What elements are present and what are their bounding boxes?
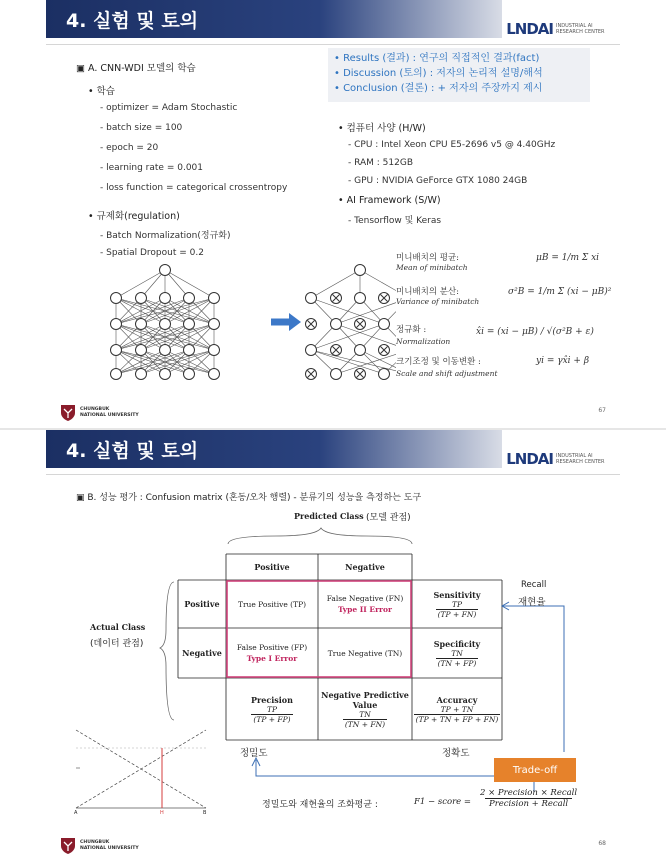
section-heading: ▣ A. CNN-WDI 모델의 학습 <box>76 63 196 74</box>
recall-connector <box>502 606 564 752</box>
hw-item: - RAM : 512GB <box>348 158 413 168</box>
f1-num: 2 × Precision × Recall <box>480 788 578 798</box>
cell-precision <box>226 678 318 740</box>
recall-label: Recall <box>521 580 547 590</box>
formula-norm-math: x̂i = (xi − μB) / √(σ²B + ε) <box>476 327 594 337</box>
actual-class-label: Actual Class <box>90 622 146 632</box>
title-rule <box>46 44 620 45</box>
sw-heading: • AI Framework (S/W) <box>338 195 441 206</box>
type2-error: Type II Error <box>338 605 392 614</box>
learning-heading: • 학습 <box>88 86 115 97</box>
formula-var-ko: 미니배치의 분산: <box>396 287 460 297</box>
predicted-brace <box>228 528 412 544</box>
regulation-item: - Spatial Dropout = 0.2 <box>100 248 204 258</box>
col-positive: Positive <box>254 562 290 572</box>
learning-item: - learning rate = 0.001 <box>100 163 203 173</box>
lab-logo-sub2: RESEARCH CENTER <box>556 29 605 35</box>
f1-fraction <box>480 788 577 809</box>
f1-label: 정밀도와 재현율의 조화평균 : <box>262 800 378 810</box>
formula-mean-en: Mean of minibatch <box>396 263 468 272</box>
neuron-node <box>160 345 171 356</box>
neuron-node <box>331 369 342 380</box>
predicted-class-label: Predicted Class <box>294 511 364 521</box>
cell-accuracy <box>412 678 502 740</box>
neuron-node <box>184 293 195 304</box>
neuron-node <box>184 319 195 330</box>
graph-label-b: B <box>203 810 207 816</box>
hw-heading: • 컴퓨터 사양 (H/W) <box>338 123 426 134</box>
row-positive: Positive <box>184 599 220 609</box>
neuron-node <box>209 319 220 330</box>
precision-num: TP <box>266 704 278 714</box>
slide-title: 4. 실험 및 토의 <box>66 10 199 32</box>
neuron-node <box>111 293 122 304</box>
dropout-diagram <box>96 262 396 384</box>
neuron-node <box>111 345 122 356</box>
sensitivity-label: Sensitivity <box>433 589 481 600</box>
neuron-node <box>136 345 147 356</box>
regulation-item: - Batch Normalization(정규화) <box>100 231 231 241</box>
university-shield-icon <box>60 404 76 422</box>
neuron-node <box>355 345 366 356</box>
row-negative: Negative <box>182 648 222 658</box>
neuron-node <box>306 293 317 304</box>
university-name-1: CHUNGBUK <box>80 840 110 845</box>
callout-results: • Results (결과) : 연구의 직접적인 결과(fact) <box>334 53 540 64</box>
specificity-den: (TN + FP) <box>437 658 477 668</box>
npv-num: TN <box>359 709 371 719</box>
specificity-num: TN <box>451 648 463 658</box>
lab-logo-sub1: INDUSTRIAL AI <box>556 23 593 29</box>
accuracy-num: TP + TN <box>440 704 474 714</box>
neuron-node <box>160 293 171 304</box>
university-name-2: NATIONAL UNIVERSITY <box>80 846 139 851</box>
neuron-node <box>136 319 147 330</box>
university-name-1: CHUNGBUK <box>80 407 110 412</box>
slide-68 <box>46 430 620 861</box>
sensitivity-den: (TP + FN) <box>437 609 477 619</box>
accuracy-label: Accuracy <box>436 694 478 705</box>
neuron-node <box>209 369 220 380</box>
learning-item: - batch size = 100 <box>100 123 183 133</box>
lab-logo-sub2: RESEARCH CENTER <box>556 459 605 465</box>
sw-item: - Tensorflow 및 Keras <box>348 216 442 226</box>
precision-ko: 정밀도 <box>240 748 268 759</box>
f1-den: Precision + Recall <box>485 798 572 809</box>
actual-brace <box>160 582 174 720</box>
learning-item: - optimizer = Adam Stochastic <box>100 103 238 113</box>
graph-label-h: H <box>160 810 164 816</box>
cell-npv <box>318 678 412 740</box>
tradeoff-graph <box>76 730 206 808</box>
cell-fn <box>318 580 412 628</box>
type1-error: Type I Error <box>246 654 298 663</box>
title-bar <box>46 0 502 38</box>
npv-label-2: Value <box>352 699 378 710</box>
neuron-node <box>355 265 366 276</box>
lab-logo <box>506 20 608 38</box>
section-heading: ▣ B. 성능 평가 : Confusion matrix (혼동/오차 행렬) - 분류기의 성능을 측정하는 도구 <box>76 493 422 503</box>
lab-logo-mark: LNDAI <box>506 450 553 468</box>
tradeoff-badge: Trade-off <box>494 758 576 782</box>
recall-ko: 재현율 <box>518 597 546 608</box>
formula-var-math: σ²B = 1/m Σ (xi − μB)² <box>508 287 612 297</box>
lab-logo-mark: LNDAI <box>506 20 553 38</box>
hw-item: - CPU : Intel Xeon CPU E5-2696 v5 @ 4.40GHz <box>348 140 556 150</box>
university-shield-icon <box>60 837 76 855</box>
formula-scale-en: Scale and shift adjustment <box>396 369 498 378</box>
footer <box>60 837 139 855</box>
neuron-node <box>355 293 366 304</box>
formula-norm-ko: 정규화 : <box>396 325 427 335</box>
learning-item: - loss function = categorical crossentropy <box>100 183 288 193</box>
actual-class-ko: (데이터 관점) <box>90 639 144 649</box>
arrow-head-icon <box>289 313 301 331</box>
cell-tn: True Negative (TN) <box>327 648 403 658</box>
graph-label-a: A <box>74 810 78 816</box>
sensitivity-num: TP <box>451 599 463 609</box>
callout-conclusion: • Conclusion (결론) : + 저자의 주장까지 제시 <box>334 83 543 94</box>
regulation-heading: • 규제화(regulation) <box>88 211 180 222</box>
university-name-2: NATIONAL UNIVERSITY <box>80 413 139 418</box>
neuron-node <box>136 293 147 304</box>
neuron-node <box>306 345 317 356</box>
npv-label-1: Negative Predictive <box>321 689 409 700</box>
formula-norm-en: Normalization <box>396 337 451 346</box>
neuron-node <box>379 319 390 330</box>
neuron-node <box>160 265 171 276</box>
accuracy-den: (TP + TN + FP + FN) <box>415 714 499 724</box>
neuron-node <box>331 319 342 330</box>
accuracy-ko: 정확도 <box>442 748 470 759</box>
learning-item: - epoch = 20 <box>100 143 159 153</box>
neuron-node <box>184 345 195 356</box>
page-number: 68 <box>598 840 606 847</box>
page-number: 67 <box>598 407 606 414</box>
specificity-label: Specificity <box>433 638 481 649</box>
neuron-node <box>184 369 195 380</box>
formula-scale-math: yi = γx̂i + β <box>536 356 590 366</box>
neuron-node <box>111 369 122 380</box>
footer <box>60 404 139 422</box>
hw-item: - GPU : NVIDIA GeForce GTX 1080 24GB <box>348 176 528 186</box>
neuron-node <box>160 369 171 380</box>
fn-label: False Negative (FN) <box>326 594 404 603</box>
f1-lhs: F1 − score = <box>414 797 471 807</box>
neuron-node <box>209 345 220 356</box>
fp-label: False Positive (FP) <box>236 643 308 652</box>
neuron-node <box>209 293 220 304</box>
formula-var-en: Variance of minibatch <box>396 297 480 306</box>
slide-title: 4. 실험 및 토의 <box>66 440 199 462</box>
slide-67 <box>46 0 620 428</box>
batch-norm-formulas <box>396 243 612 383</box>
cell-specificity <box>412 628 502 678</box>
predicted-class-ko: (모델 관점) <box>366 513 411 523</box>
formula-mean-ko: 미니배치의 평균: <box>396 253 460 263</box>
callout-discussion: • Discussion (토의) : 저자의 논리적 설명/해석 <box>334 68 543 79</box>
tradeoff-connector <box>256 760 494 776</box>
neuron-node <box>111 319 122 330</box>
npv-den: (TN + FN) <box>344 719 386 729</box>
formula-scale-ko: 크기조정 및 이동변환 : <box>396 357 481 367</box>
cell-fp <box>226 628 318 678</box>
lab-logo-sub1: INDUSTRIAL AI <box>556 453 593 459</box>
neuron-node <box>136 369 147 380</box>
precision-den: (TP + FP) <box>253 714 291 724</box>
cell-sensitivity <box>412 580 502 628</box>
precision-label: Precision <box>251 694 293 705</box>
cell-tp: True Positive (TP) <box>237 599 307 609</box>
neuron-node <box>160 319 171 330</box>
formula-mean-math: μB = 1/m Σ xi <box>536 253 600 263</box>
ird-callout <box>328 48 590 102</box>
neuron-node <box>379 369 390 380</box>
col-negative: Negative <box>345 562 385 572</box>
